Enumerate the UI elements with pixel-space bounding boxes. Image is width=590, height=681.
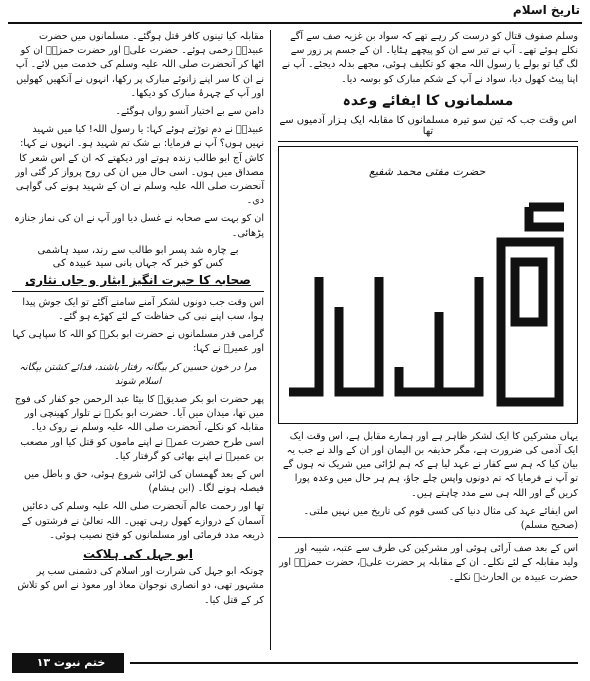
left-paragraph-3: عبیدہؓ نے دم توڑتے ہوئے کہا: یا رسول اللہ! کیا میں شہید نہیں ہوں؟ آپ نے فرمایا: بے شک تم شہید ہو۔ انہوں نے کہا: کاش آج ابو طالب زندہ ہوتے اور دیکھتے کہ ان کے اس شعر کا مصداق میں ہوں۔ اسی حال میں ان کی روح پرواز کر گئی اور آنحضرت صلی اللہ علیہ وسلم نے ان کے شہید ہونے کی گواہی دی۔ — [15, 124, 264, 207]
right-column — [278, 30, 578, 589]
section-heading-promise: مسلمانوں کا ایفائے وعدہ — [342, 92, 514, 109]
calligraphic-title-art — [279, 187, 575, 417]
left-verse: مرا در خون حسین کر بیگانہ رفتار باشند، فدائے کشتن بیگانہ اسلام شوند — [19, 361, 257, 387]
left-paragraph-8: اس کے بعد گھمسان کی لڑائی شروع ہوئی، حق و باطل میں فیصلہ ہونے لگا۔ (ابن ہشام) — [23, 469, 264, 495]
left-column — [12, 30, 264, 612]
poem-caption: بے چارہ شد پسر ابو طالب سے رند، سید ہاشمی — [37, 244, 239, 256]
column-divider — [270, 30, 271, 650]
left-paragraph-end: چونکہ ابو جہل کی شرارت اور اسلام کی دشمنی سب پر مشہور تھی، دو انصاری نوجوان معاذ اور معوذ نے اس کو تلاش کر کے قتل کیا۔ — [17, 566, 264, 606]
poem-line-1: کس کو خبر کہ جہاں بانی سید عبیدہ کی — [52, 257, 224, 269]
section-subline: اس وقت جب کہ تین سو تیرہ مسلمانوں کا مقابلہ ایک ہزار آدمیوں سے تھا — [279, 114, 577, 137]
left-paragraph-4: ان کو بہت سے صحابہ نے غسل دیا اور آپ نے ان کی نماز جنازہ پڑھائی۔ — [14, 213, 264, 239]
left-paragraph-9: تھا اور رحمت عالم آنحضرت صلی اللہ علیہ وسلم کی دعائیں آسمان کے دروازے کھول رہی تھیں۔ اللہ تعالیٰ نے فرشتوں کے ذریعہ مدد فرمائی اور مسلمانوں کو فتح نصیب ہوئی۔ — [21, 501, 264, 541]
right-paragraph-3: اس کے بعد صف آرائی ہوئی اور مشرکین کی طرف سے عتبہ، شیبہ اور ولید مقابلہ کے لئے نکلے۔ ان کے مقابلہ پر حضرت علیؓ، حضرت حمزہؓ اور حضرت عبیدہ بن الحارثؓ نکلے۔ — [279, 543, 578, 583]
header-rule — [8, 22, 582, 24]
right-paragraph-1: یہاں مشرکین کا ایک لشکر ظاہر ہے اور ہمارے مقابل ہے، اس وقت ایک ایک آدمی کی ضرورت ہے، مگر حذیفہ بن الیمان اور ان کے والد نے جب یہ بیان کیا کہ ہم سے کفار نے عہد لیا ہے کہ ہم لڑائی میں شریک نہ ہوں گے تو آپ نے فرمایا کہ تم دونوں واپس چلے جاؤ، ہم ہر حال میں وعدہ پورا کریں گے اور اللہ ہی سے مدد چاہتے ہیں۔ — [282, 430, 578, 499]
left-divider — [12, 291, 264, 292]
right-paragraph-2: اس ایفائے عہد کی مثال دنیا کی کسی قوم کی تاریخ میں نہیں ملتی۔ (صحیح مسلم) — [303, 505, 578, 532]
article-title-block — [278, 146, 578, 424]
poem-line-2: صحابہ کا حیرت انگیز ایثار و جاں نثاری — [25, 272, 251, 287]
footer-rule — [130, 662, 578, 664]
footer-label: ختم نبوت — [53, 656, 106, 669]
article-author: حضرت مفتی محمد شفیع — [369, 164, 486, 178]
left-paragraph-7: پھر حضرت ابو بکر صدیقؓ کا بیٹا عبد الرحمن جو کفار کی فوج میں تھا، میدان میں آیا۔ حضرت ابو بکرؓ نے تلوار کھینچی اور مقابلہ کو نکلے، آنحضرت صلی اللہ علیہ وسلم نے روک دیا۔ اسی طرح حضرت عمرؓ نے اپنے ماموں کو قتل کیا اور مصعب بن عمیرؓ نے اپنے بھائی کو گرفتار کیا۔ — [14, 394, 264, 462]
page-footer — [12, 651, 578, 675]
left-paragraph-2: دامن سے بے اختیار آنسو رواں ہوگئے۔ — [115, 106, 264, 118]
right-divider — [278, 537, 578, 538]
footer-page-number: ۱۳ — [36, 656, 51, 669]
footer-badge — [12, 653, 124, 673]
left-paragraph-5: اس وقت جب دونوں لشکر آمنے سامنے آگئے تو ایک جوش پیدا ہوا، سب اپنے نبی کی حفاظت کے لئے کھڑے ہو گئے۔ — [22, 296, 264, 323]
intro-paragraph: وسلم صفوف قتال کو درست کر رہے تھے کہ سواد بن غزیہ صف سے آگے نکلے ہوئے تھے۔ آپ نے تیر سے ان کو پیچھے ہٹایا۔ ان کے جسم پر زور سے لگ گیا تو بولے یا رسول اللہ مجھ کو تکلیف ہوئی، مجھے بدلہ دیجئے۔ آپ نے اپنا پیٹ کھول دیا، سواد نے آپ کے شکم مبارک کو بوسہ دیا۔ — [281, 31, 578, 85]
left-paragraph-1: مقابلہ کیا تینوں کافر قتل ہوگئے۔ مسلمانوں میں حضرت عبیدہؓ زخمی ہوئے۔ حضرت علیؓ اور حضرت حمزہؓ ان کو اٹھا کر آنحضرت صلی اللہ علیہ وسلم کی خدمت میں لائے۔ آپ نے ان کا سر اپنے زانوئے مبارک پر رکھا، انہوں نے آنکھیں کھولیں اور آپ کے چہرۂ مبارک کو دیکھا۔ — [15, 31, 264, 99]
page-header-title: تاریخ اسلام — [512, 3, 580, 17]
section-divider — [278, 141, 578, 142]
left-paragraph-6: گرامی قدر مسلمانوں نے حضرت ابو بکرؓ کو اللہ کا سپاہی کہا اور عمیرؓ نے کہا: — [12, 329, 264, 355]
subheading-abu-jahl: ابو جہل کی ہلاکت — [82, 547, 193, 562]
